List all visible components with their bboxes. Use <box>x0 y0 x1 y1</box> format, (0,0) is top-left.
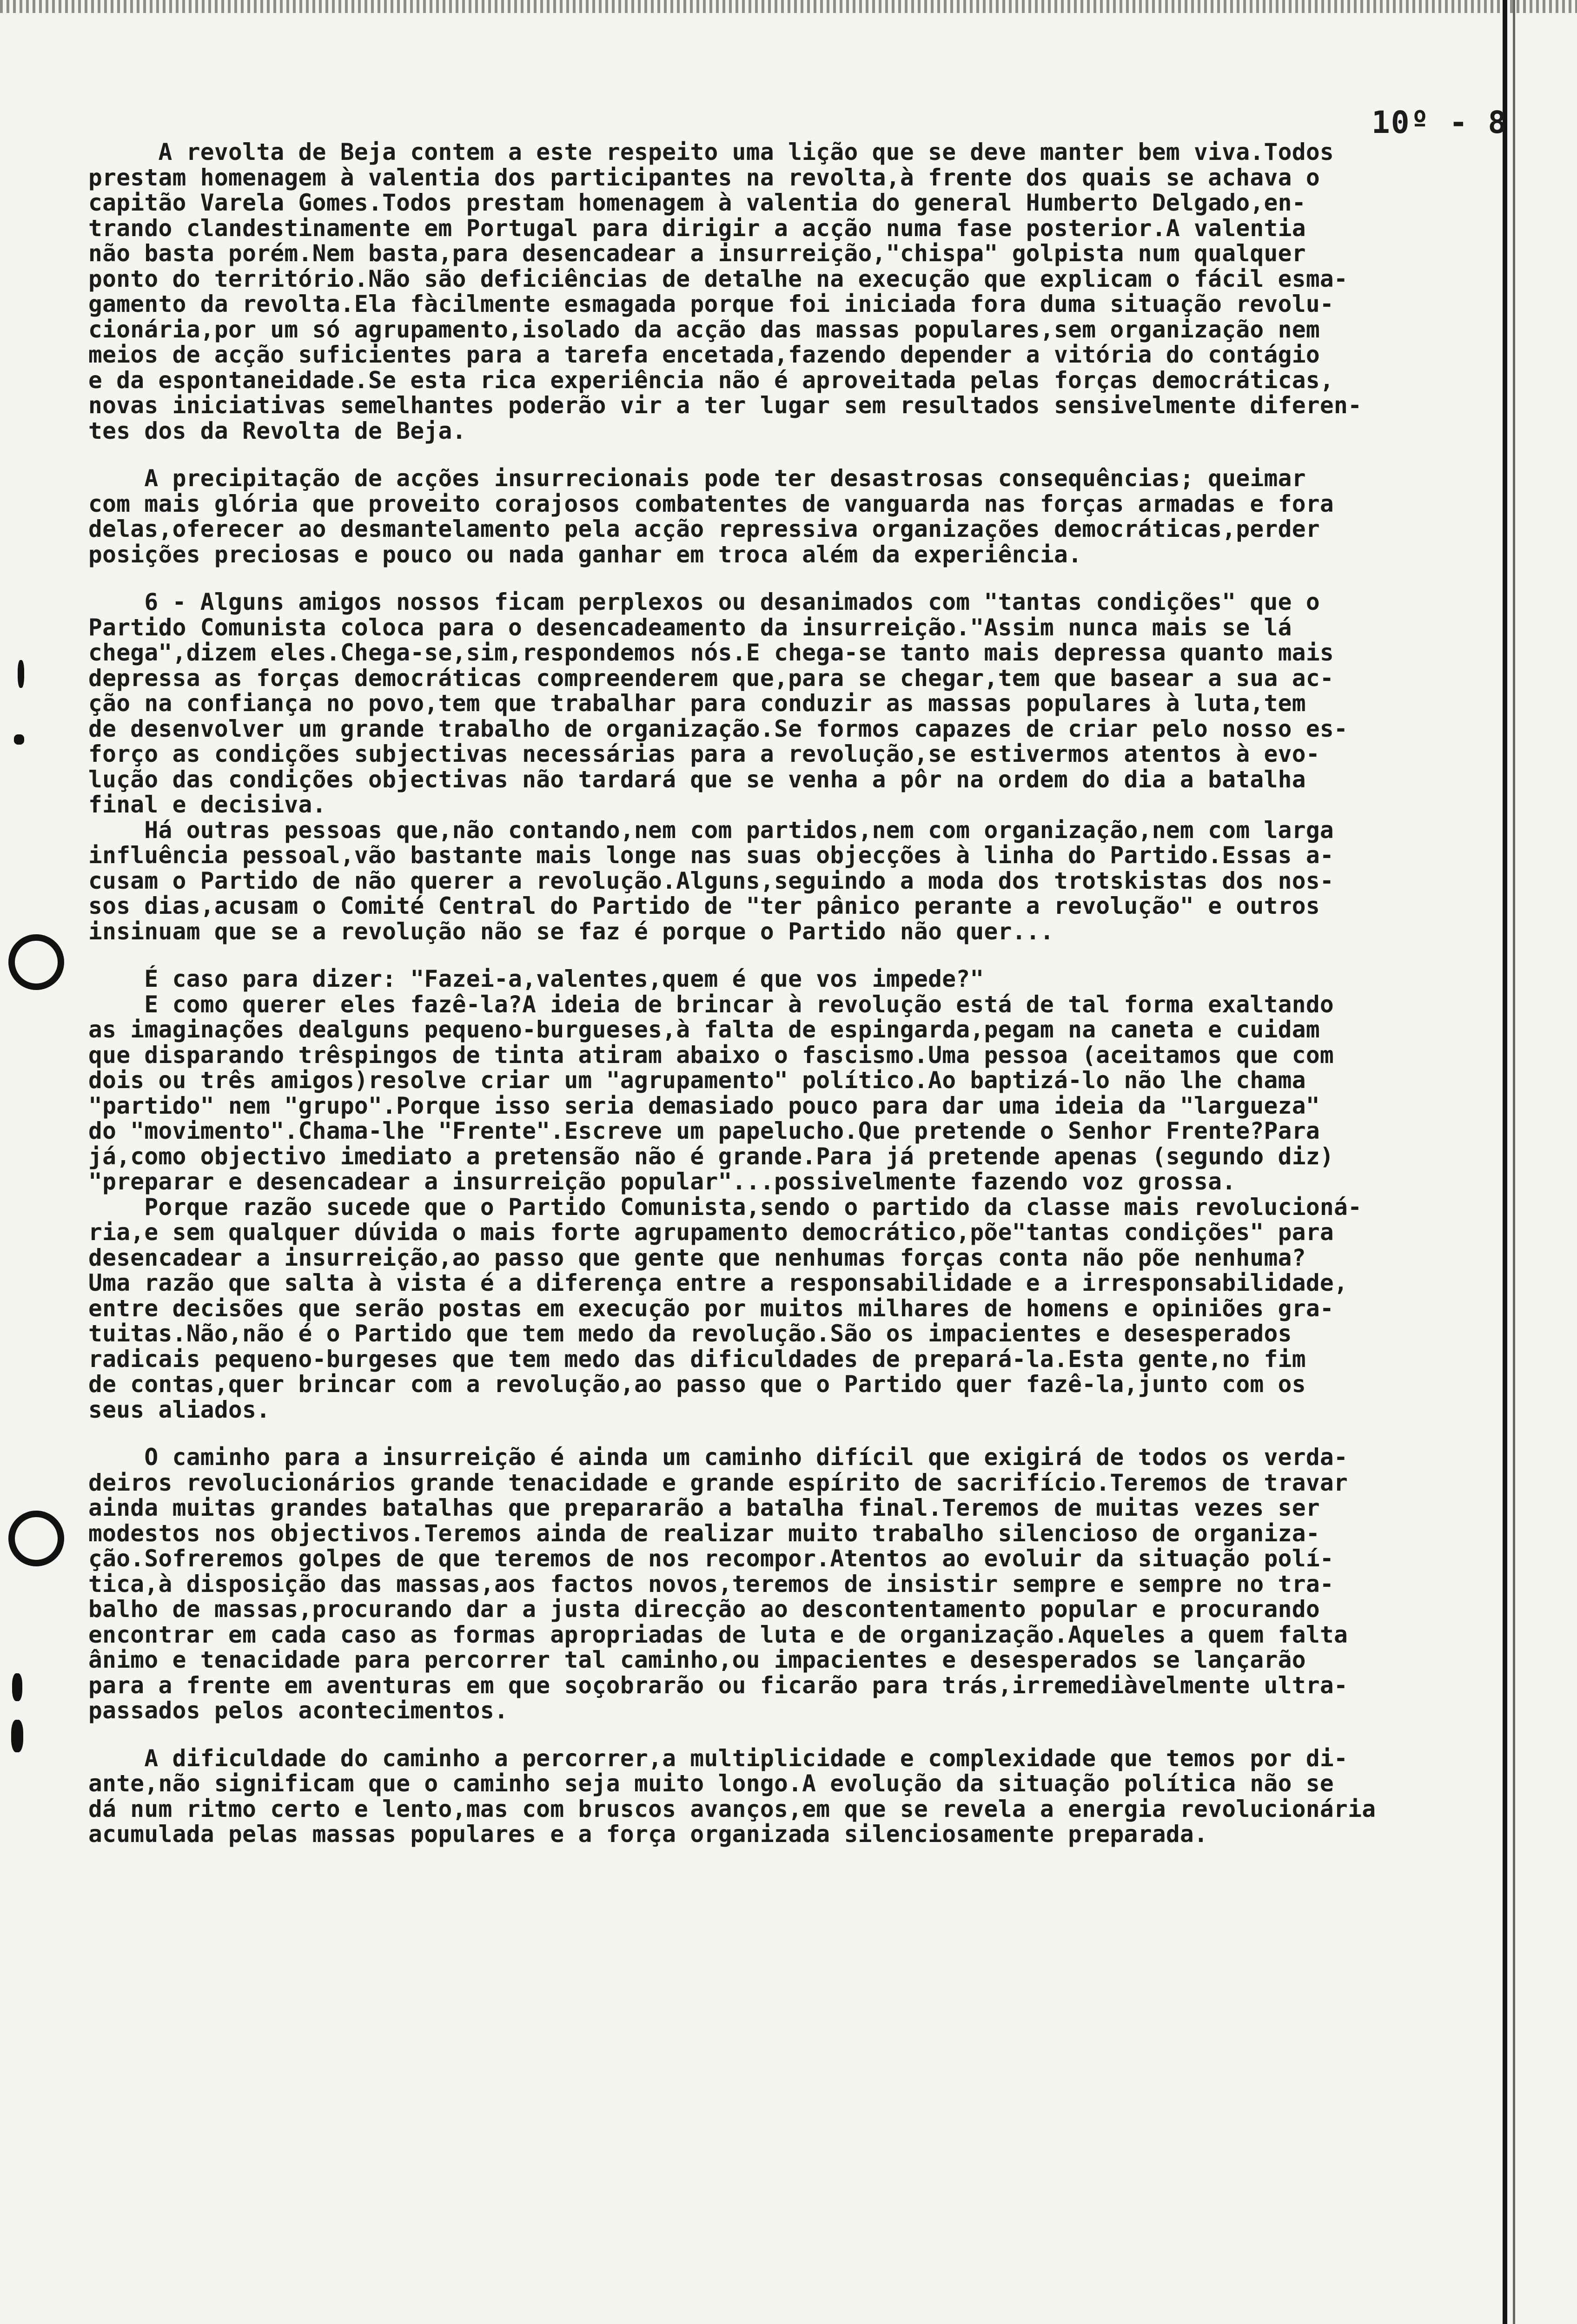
text-line: com mais glória que proveito corajosos combatentes de vanguarda nas forças armadas e fora <box>88 490 1334 517</box>
text-line: ponto do território.Não são deficiências de detalhe na execução que explicam o fácil esma- <box>88 265 1348 292</box>
text-line: ainda muitas grandes batalhas que prepararão a batalha final.Teremos de muitas vezes ser <box>88 1494 1320 1521</box>
text-line: já,como objectivo imediato a pretensão não é grande.Para já pretende apenas (segundo diz) <box>88 1142 1334 1170</box>
page-number: 10º - 8 <box>1372 105 1508 140</box>
text-line: A precipitação de acções insurrecionais pode ter desastrosas consequências; queimar <box>88 465 1306 492</box>
document-body <box>88 139 1539 1847</box>
punch-hole-top <box>8 934 64 990</box>
text-line: "preparar e desencadear a insurreição popular"...possivelmente fazendo voz grossa. <box>88 1168 1236 1195</box>
text-line: tuitas.Não,não é o Partido que tem medo da revolução.São os impacientes e desesperados <box>88 1320 1292 1347</box>
text-line: posições preciosas e pouco ou nada ganhar em troca além da experiência. <box>88 541 1082 568</box>
text-line: de contas,quer brincar com a revolução,ao passo que o Partido quer fazê-la,junto com os <box>88 1371 1306 1398</box>
paragraph-gap <box>88 1422 1539 1445</box>
paragraph-gap <box>88 1723 1539 1746</box>
text-line: ção na confiança no povo,tem que trabalhar para conduzir as massas populares à luta,tem <box>88 690 1306 717</box>
text-line: delas,oferecer ao desmantelamento pela acção repressiva organizações democráticas,perder <box>88 515 1320 542</box>
paragraph <box>88 139 1539 443</box>
text-line: forço as condições subjectivas necessárias para a revolução,se estivermos atentos à evo- <box>88 740 1320 767</box>
margin-mark <box>14 734 24 745</box>
text-line: 6 - Alguns amigos nossos ficam perplexos ou desanimados com "tantas condições" que o <box>88 588 1320 615</box>
margin-mark <box>11 1720 23 1752</box>
margin-mark <box>18 660 24 688</box>
text-line: ante,não significam que o caminho seja muito longo.A evolução da situação política não se <box>88 1770 1334 1797</box>
text-line: dois ou três amigos)resolve criar um "agrupamento" político.Ao baptizá-lo não lhe chama <box>88 1067 1306 1094</box>
text-line: Há outras pessoas que,não contando,nem com partidos,nem com organização,nem com larga <box>88 816 1334 844</box>
text-line: ção.Sofreremos golpes de que teremos de nos recompor.Atentos ao evoluir da situação polí- <box>88 1545 1334 1572</box>
text-line: lução das condições objectivas não tardará que se venha a pôr na ordem do dia a batalha <box>88 766 1306 793</box>
text-line: cusam o Partido de não querer a revolução.Alguns,seguindo a moda dos trotskistas dos nos- <box>88 867 1334 894</box>
text-line: e da espontaneidade.Se esta rica experiência não é aproveitada pelas forças democráticas, <box>88 366 1334 394</box>
text-line: dá num ritmo certo e lento,mas com bruscos avanços,em que se revela a energia revolucionária <box>88 1795 1376 1822</box>
text-line: sos dias,acusam o Comité Central do Partido de "ter pânico perante a revolução" e outros <box>88 892 1320 919</box>
text-line: do "movimento".Chama-lhe "Frente".Escreve um papelucho.Que pretende o Senhor Frente?Para <box>88 1117 1320 1144</box>
margin-mark <box>12 1673 22 1701</box>
scan-top-edge <box>0 0 1577 13</box>
text-line: influência pessoal,vão bastante mais longe nas suas objecções à linha do Partido.Essas a- <box>88 842 1334 869</box>
text-line: meios de acção suficientes para a tarefa encetada,fazendo depender a vitória do contágio <box>88 341 1320 368</box>
text-line: ria,e sem qualquer dúvida o mais forte agrupamento democrático,põe"tantas condições" para <box>88 1219 1334 1246</box>
text-line: modestos nos objectivos.Teremos ainda de realizar muito trabalho silencioso de organiza- <box>88 1519 1320 1547</box>
text-line: novas iniciativas semelhantes poderão vir a ter lugar sem resultados sensivelmente diferen- <box>88 392 1362 419</box>
text-line: desencadear a insurreição,ao passo que gente que nenhumas forças conta não põe nenhuma? <box>88 1244 1306 1271</box>
text-line: chega",dizem eles.Chega-se,sim,respondemos nós.E chega-se tanto mais depressa quanto mais <box>88 639 1334 666</box>
paragraph <box>88 1746 1539 1847</box>
text-line: deiros revolucionários grande tenacidade e grande espírito de sacrifício.Teremos de travar <box>88 1469 1348 1496</box>
paragraph <box>88 966 1539 1422</box>
text-line: entre decisões que serão postas em execução por muitos milhares de homens e opiniões gra- <box>88 1294 1334 1322</box>
paragraph <box>88 589 1539 944</box>
text-line: acumulada pelas massas populares e a força organizada silenciosamente preparada. <box>88 1821 1208 1848</box>
text-line: seus aliados. <box>88 1396 271 1423</box>
paragraph-gap <box>88 944 1539 966</box>
text-line: ânimo e tenacidade para percorrer tal caminho,ou impacientes e desesperados se lançarão <box>88 1646 1306 1673</box>
text-line: que disparando trêspingos de tinta atiram abaixo o fascismo.Uma pessoa (aceitamos que com <box>88 1041 1334 1069</box>
text-line: capitão Varela Gomes.Todos prestam homenagem à valentia do general Humberto Delgado,en- <box>88 189 1306 216</box>
text-line: insinuam que se a revolução não se faz é porque o Partido não quer... <box>88 918 1054 945</box>
text-line: gamento da revolta.Ela fàcilmente esmagada porque foi iniciada fora duma situação revolu- <box>88 290 1334 317</box>
text-line: É caso para dizer: "Fazei-a,valentes,quem é que vos impede?" <box>88 965 984 992</box>
text-line: "partido" nem "grupo".Porque isso seria demasiado pouco para dar uma ideia da "largueza" <box>88 1092 1320 1119</box>
paragraph-gap <box>88 567 1539 589</box>
text-line: Partido Comunista coloca para o desencadeamento da insurreição."Assim nunca mais se lá <box>88 614 1292 641</box>
text-line: trando clandestinamente em Portugal para dirigir a acção numa fase posterior.A valentia <box>88 214 1306 242</box>
text-line: O caminho para a insurreição é ainda um caminho difícil que exigirá de todos os verda- <box>88 1444 1348 1471</box>
text-line: Uma razão que salta à vista é a diferença entre a responsabilidade e a irresponsabilidade, <box>88 1269 1348 1296</box>
text-line: as imaginações dealguns pequeno-burgueses,à falta de espingarda,pegam na caneta e cuidam <box>88 1016 1320 1043</box>
text-line: radicais pequeno-burgeses que tem medo das dificuldades de prepará-la.Esta gente,no fim <box>88 1345 1306 1373</box>
text-line: depressa as forças democráticas compreenderem que,para se chegar,tem que basear a sua ac- <box>88 664 1334 692</box>
text-line: não basta porém.Nem basta,para desencadear a insurreição,"chispa" golpista num qualquer <box>88 240 1306 267</box>
text-line: E como querer eles fazê-la?A ideia de brincar à revolução está de tal forma exaltando <box>88 990 1334 1018</box>
text-line: para a frente em aventuras em que soçobrarão ou ficarão para trás,irremediàvelmente ultra- <box>88 1671 1348 1699</box>
text-line: prestam homenagem à valentia dos participantes na revolta,à frente dos quais se achava o <box>88 164 1320 191</box>
text-line: cionária,por um só agrupamento,isolado da acção das massas populares,sem organização nem <box>88 316 1320 343</box>
text-line: final e decisiva. <box>88 791 326 818</box>
text-line: de desenvolver um grande trabalho de organização.Se formos capazes de criar pelo nosso es- <box>88 715 1348 742</box>
text-line: A dificuldade do caminho a percorrer,a multiplicidade e complexidade que temos por di- <box>88 1744 1348 1772</box>
text-line: encontrar em cada caso as formas apropriadas de luta e de organização.Aqueles a quem falta <box>88 1621 1348 1648</box>
punch-hole-bottom <box>8 1511 64 1566</box>
text-line: A revolta de Beja contem a este respeito uma lição que se deve manter bem viva.Todos <box>88 139 1334 165</box>
text-line: passados pelos acontecimentos. <box>88 1697 509 1724</box>
text-line: balho de massas,procurando dar a justa direcção ao descontentamento popular e procurando <box>88 1596 1320 1623</box>
paragraph <box>88 466 1539 567</box>
text-line: tica,à disposição das massas,aos factos novos,teremos de insistir sempre e sempre no tra- <box>88 1570 1334 1598</box>
paragraph-gap <box>88 443 1539 466</box>
text-line: Porque razão sucede que o Partido Comunista,sendo o partido da classe mais revolucioná- <box>88 1193 1362 1221</box>
paragraph <box>88 1445 1539 1723</box>
text-line: tes dos da Revolta de Beja. <box>88 417 466 444</box>
